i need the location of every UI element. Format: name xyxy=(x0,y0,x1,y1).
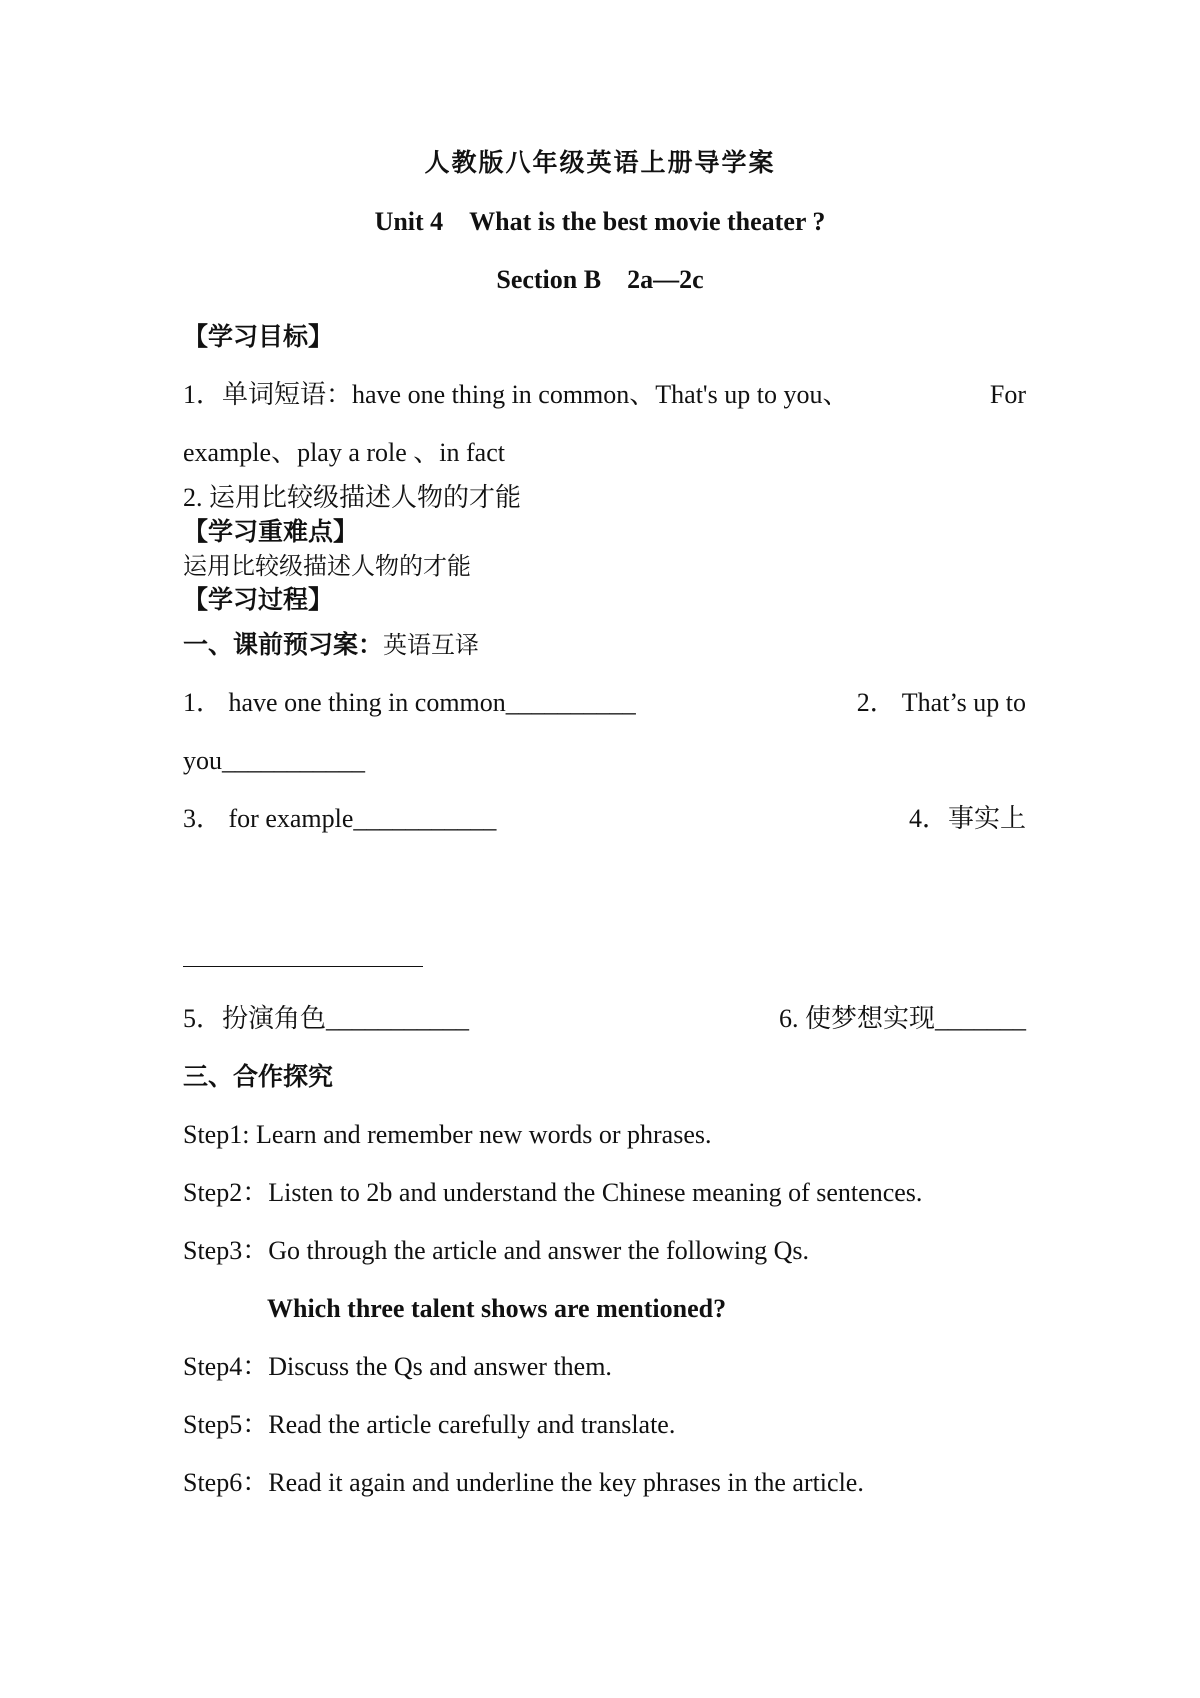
preview-q4: 4．事实上 xyxy=(908,804,1026,833)
preview-q3: 3． for example___________ xyxy=(183,804,497,833)
preview-heading-bold: 一、课前预习案： xyxy=(183,630,384,659)
doc-title: 人教版八年级英语上册导学案 xyxy=(424,148,776,177)
coop-step-3: Step3：Go through the article and answer the following Qs. xyxy=(183,1236,810,1265)
preview-q2-cont: you___________ xyxy=(183,746,365,775)
key-heading: 【学习重难点】 xyxy=(183,517,359,546)
goals-item-2: 2. 运用比较级描述人物的才能 xyxy=(183,483,522,512)
coop-step-5: Step5：Read the article carefully and translate. xyxy=(183,1410,676,1439)
preview-row-1 xyxy=(183,686,1026,720)
process-heading: 【学习过程】 xyxy=(183,585,334,614)
coop-heading: 三、合作探究 xyxy=(183,1062,334,1091)
coop-step-6: Step6：Read it again and underline the key phrases in the article. xyxy=(183,1468,864,1497)
preview-row-3 xyxy=(183,1002,1026,1036)
preview-q1: 1． have one thing in common__________ xyxy=(183,688,636,717)
section-title: Section B 2a—2c xyxy=(496,265,704,294)
preview-q6: 6. 使梦想实现_______ xyxy=(778,1004,1026,1033)
goals-item-1 xyxy=(183,378,1026,412)
preview-q5: 5．扮演角色___________ xyxy=(183,1004,470,1033)
coop-step-2: Step2：Listen to 2b and understand the Chinese meaning of sentences. xyxy=(183,1178,923,1207)
preview-row-2 xyxy=(183,802,1026,836)
unit-title: Unit 4 What is the best movie theater ? xyxy=(374,207,826,236)
coop-question: Which three talent shows are mentioned? xyxy=(267,1294,727,1323)
goals-item-1-text: 1．单词短语：have one thing in common、That's up to you、 xyxy=(183,380,849,409)
answer-blank-line[interactable] xyxy=(183,966,423,967)
preview-q2: 2． That’s up to xyxy=(856,688,1026,717)
goals-heading: 【学习目标】 xyxy=(183,322,334,351)
coop-step-1: Step1: Learn and remember new words or phrases. xyxy=(183,1120,712,1149)
preview-heading-rest: 英语互译 xyxy=(383,631,480,659)
key-text: 运用比较级描述人物的才能 xyxy=(183,552,471,580)
goals-item-1-cont: example、play a role 、in fact xyxy=(183,438,505,467)
preview-heading xyxy=(183,628,1026,662)
goals-item-1-end: For xyxy=(989,380,1026,409)
coop-step-4: Step4：Discuss the Qs and answer them. xyxy=(183,1352,612,1381)
